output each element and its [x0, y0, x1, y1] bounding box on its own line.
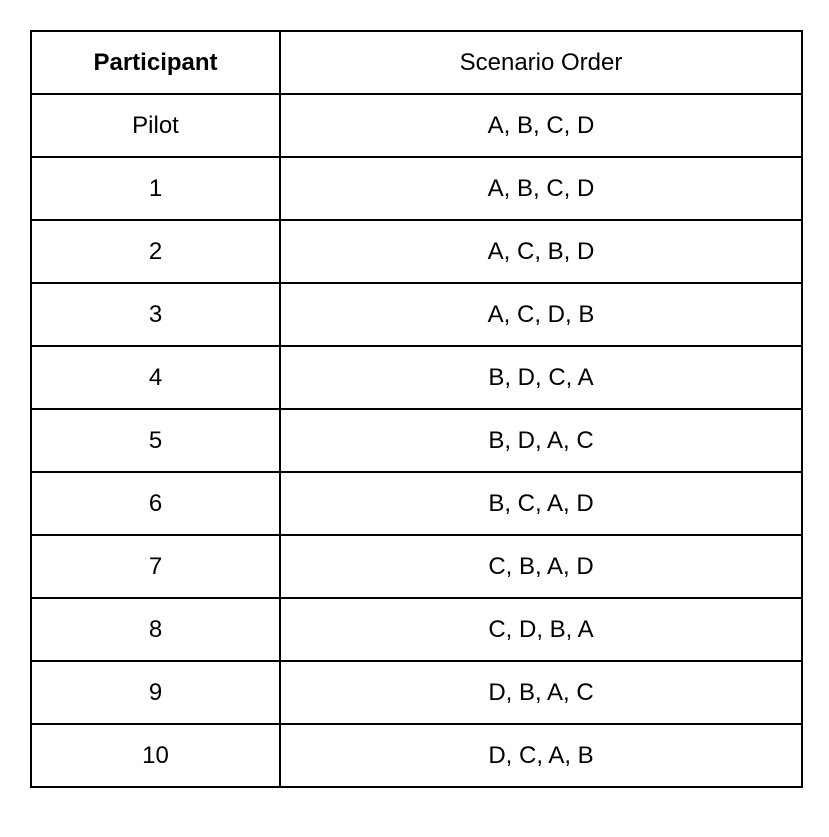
scenario-order-cell: B, C, A, D	[280, 472, 802, 535]
participant-cell: 2	[31, 220, 280, 283]
table-row	[31, 724, 802, 787]
table-row	[31, 409, 802, 472]
table-row	[31, 283, 802, 346]
scenario-order-table	[30, 30, 803, 788]
participant-column-header: Participant	[31, 31, 280, 94]
scenario-order-cell: A, C, B, D	[280, 220, 802, 283]
participant-cell: 6	[31, 472, 280, 535]
participant-cell: 5	[31, 409, 280, 472]
participant-cell: 7	[31, 535, 280, 598]
table-row	[31, 94, 802, 157]
scenario-order-cell: B, D, C, A	[280, 346, 802, 409]
scenario-order-cell: A, B, C, D	[280, 157, 802, 220]
participant-cell: 3	[31, 283, 280, 346]
participant-cell: 10	[31, 724, 280, 787]
participant-cell: 1	[31, 157, 280, 220]
scenario-order-cell: C, D, B, A	[280, 598, 802, 661]
participant-cell: 4	[31, 346, 280, 409]
scenario-order-cell: B, D, A, C	[280, 409, 802, 472]
table-row	[31, 220, 802, 283]
scenario-order-table-container	[30, 30, 801, 788]
participant-cell: Pilot	[31, 94, 280, 157]
table-row	[31, 661, 802, 724]
table-header-row	[31, 31, 802, 94]
table-row	[31, 472, 802, 535]
scenario-order-cell: A, B, C, D	[280, 94, 802, 157]
table-row	[31, 157, 802, 220]
scenario-order-cell: D, C, A, B	[280, 724, 802, 787]
participant-cell: 9	[31, 661, 280, 724]
table-row	[31, 346, 802, 409]
scenario-order-column-header: Scenario Order	[280, 31, 802, 94]
table-row	[31, 535, 802, 598]
scenario-order-cell: C, B, A, D	[280, 535, 802, 598]
table-row	[31, 598, 802, 661]
participant-cell: 8	[31, 598, 280, 661]
scenario-order-cell: A, C, D, B	[280, 283, 802, 346]
scenario-order-cell: D, B, A, C	[280, 661, 802, 724]
